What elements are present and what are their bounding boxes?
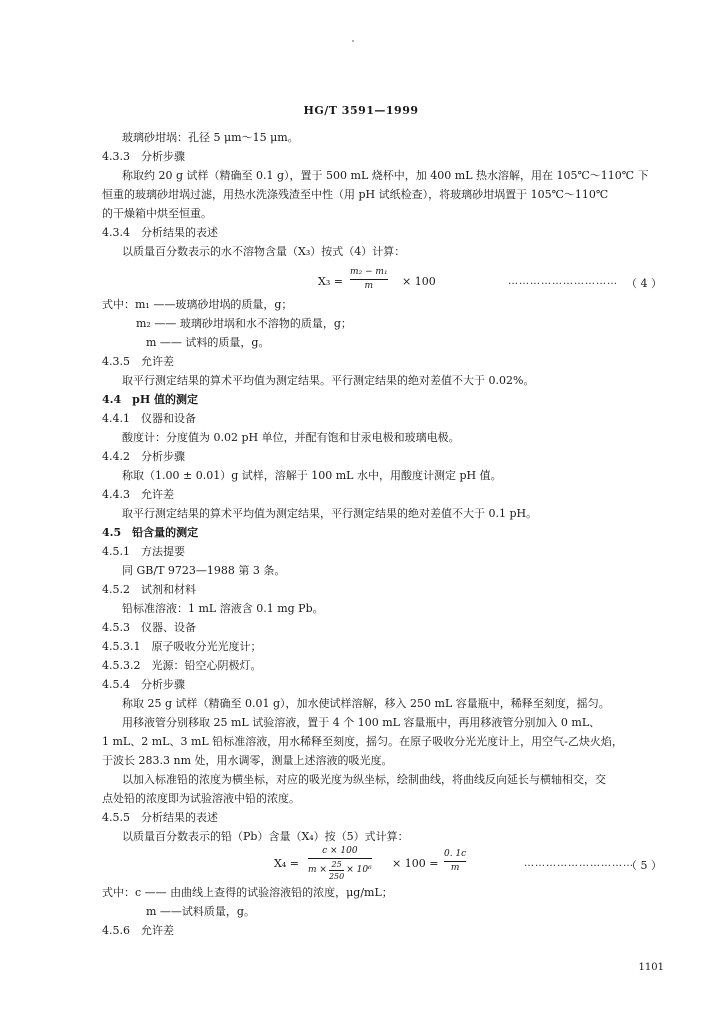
fraction-numerator: c × 100 (322, 846, 358, 856)
fraction-numerator: m₂ − m₁ (350, 267, 388, 277)
section-heading: 4.4.3 允许差 (102, 488, 174, 501)
fraction-denominator: m (364, 281, 374, 291)
formula-fraction (444, 849, 466, 874)
dot-leader: ………………………… (508, 276, 618, 287)
text-line: 以质量百分数表示的水不溶物含量（X₃）按式（4）计算： (122, 245, 406, 258)
text-line: 取平行测定结果的算术平均值为测定结果，平行测定结果的绝对差值不大于 0.1 pH。 (122, 507, 538, 520)
section-heading: 4.5.2 试剂和材料 (102, 583, 196, 596)
text-line: 称取 25 g 试样（精确至 0.01 g），加水使试样溶解，移入 250 mL 容量瓶中，稀释至刻度，摇匀。 (122, 697, 610, 710)
nested-denominator: 250 (328, 872, 345, 881)
formula-number: （ 4 ） (626, 277, 662, 290)
fraction-denominator: m (450, 863, 460, 873)
text-line: 玻璃砂坩埚：孔径 5 μm～15 μm。 (122, 131, 299, 144)
fraction-bar (350, 279, 388, 280)
text-line: 于波长 283.3 nm 处，用水调零，测量上述溶液的吸光度。 (102, 754, 393, 767)
text-line: 铅标准溶液：1 mL 溶液含 0.1 mg Pb。 (122, 602, 324, 615)
nested-fraction (329, 860, 344, 881)
section-heading: 4.5.3.1 原子吸收分光光度计； (102, 640, 262, 653)
formula-mid: × 100 = (392, 857, 439, 870)
section-heading: 4.5.3.2 光源：铅空心阴极灯。 (102, 659, 262, 672)
text-line: 恒重的玻璃砂坩埚过滤，用热水洗涤残渣至中性（用 pH 试纸检查），将玻璃砂坩埚置于 105℃～110℃ (102, 188, 609, 201)
section-heading: 4.5.3 仪器、设备 (102, 621, 196, 634)
section-heading: 4.5.1 方法提要 (102, 545, 185, 558)
text-line: 称取（1.00 ± 0.01）g 试样，溶解于 100 mL 水中，用酸度计测定 pH 值。 (122, 469, 502, 482)
text-line: 酸度计：分度值为 0.02 pH 单位，并配有饱和甘汞电极和玻璃电极。 (122, 431, 460, 444)
section-heading: 4.3.3 分析步骤 (102, 150, 185, 163)
dot-leader: ………………………… (524, 858, 634, 869)
section-heading: 4.5 铅含量的测定 (102, 526, 199, 539)
text-line: m₂ —— 玻璃砂坩埚和水不溶物的质量，g； (136, 317, 352, 330)
denominator-part: m × (308, 865, 327, 875)
section-heading: 4.5.6 允许差 (102, 924, 174, 937)
formula-fraction (350, 267, 388, 292)
section-heading: 4.4 pH 值的测定 (102, 393, 199, 406)
fraction-denominator (308, 860, 372, 881)
section-heading: 4.4.1 仪器和设备 (102, 412, 196, 425)
formula-tail: × 100 (402, 275, 436, 288)
text-line: 以质量百分数表示的铅（Pb）含量（X₄）按（5）式计算： (122, 830, 409, 843)
formula-number: （ 5 ） (626, 859, 662, 872)
text-line: 式中：m₁ ——玻璃砂坩埚的质量，g； (102, 298, 293, 311)
fraction-bar (308, 858, 372, 859)
nested-numerator: 25 (331, 860, 342, 869)
section-heading: 4.5.4 分析步骤 (102, 678, 185, 691)
page-header: HG/T 3591—1999 (303, 104, 419, 117)
text-line: 点处铅的浓度即为试验溶液中铅的浓度。 (102, 792, 300, 805)
fraction-numerator: 0. 1c (444, 849, 467, 859)
text-line: m —— 试料的质量，g。 (146, 336, 270, 349)
text-line: 取平行测定结果的算术平均值为测定结果。平行测定结果的绝对差值不大于 0.02%。 (122, 374, 535, 387)
text-line: 用移液管分别移取 25 mL 试验溶液，置于 4 个 100 mL 容量瓶中，再用移液管分别加入 0 mL、 (122, 716, 601, 729)
formula-lhs: X₃ = (318, 275, 343, 288)
scan-speck (352, 40, 354, 42)
section-heading: 4.5.5 分析结果的表述 (102, 811, 218, 824)
fraction-bar (329, 870, 344, 871)
formula-fraction (308, 846, 372, 881)
section-heading: 4.4.2 分析步骤 (102, 450, 185, 463)
section-heading: 4.3.4 分析结果的表述 (102, 226, 218, 239)
section-heading: 4.3.5 允许差 (102, 355, 174, 368)
text-line: 1 mL、2 mL、3 mL 铅标准溶液，用水稀释至刻度，摇匀。在原子吸收分光光度计上，用空气-乙炔火焰， (102, 735, 623, 748)
text-line: 称取约 20 g 试样（精确至 0.1 g），置于 500 mL 烧杯中，加 400 mL 热水溶解，用在 105℃～110℃ 下 (122, 169, 649, 182)
fraction-bar (444, 861, 466, 862)
text-line: 的干燥箱中烘至恒重。 (102, 207, 212, 220)
page-number: 1101 (638, 962, 664, 973)
formula-lhs: X₄ = (274, 857, 299, 870)
text-line: 式中：c —— 由曲线上查得的试验溶液铅的浓度，μg/mL； (102, 886, 393, 899)
text-line: m ——试料质量，g。 (146, 905, 255, 918)
text-line: 以加入标准铅的浓度为横坐标，对应的吸光度为纵坐标，绘制曲线，将曲线反向延长与横轴相交，交 (122, 773, 606, 786)
denominator-part: × 10⁶ (346, 865, 372, 875)
text-line: 同 GB/T 9723—1988 第 3 条。 (122, 564, 286, 577)
